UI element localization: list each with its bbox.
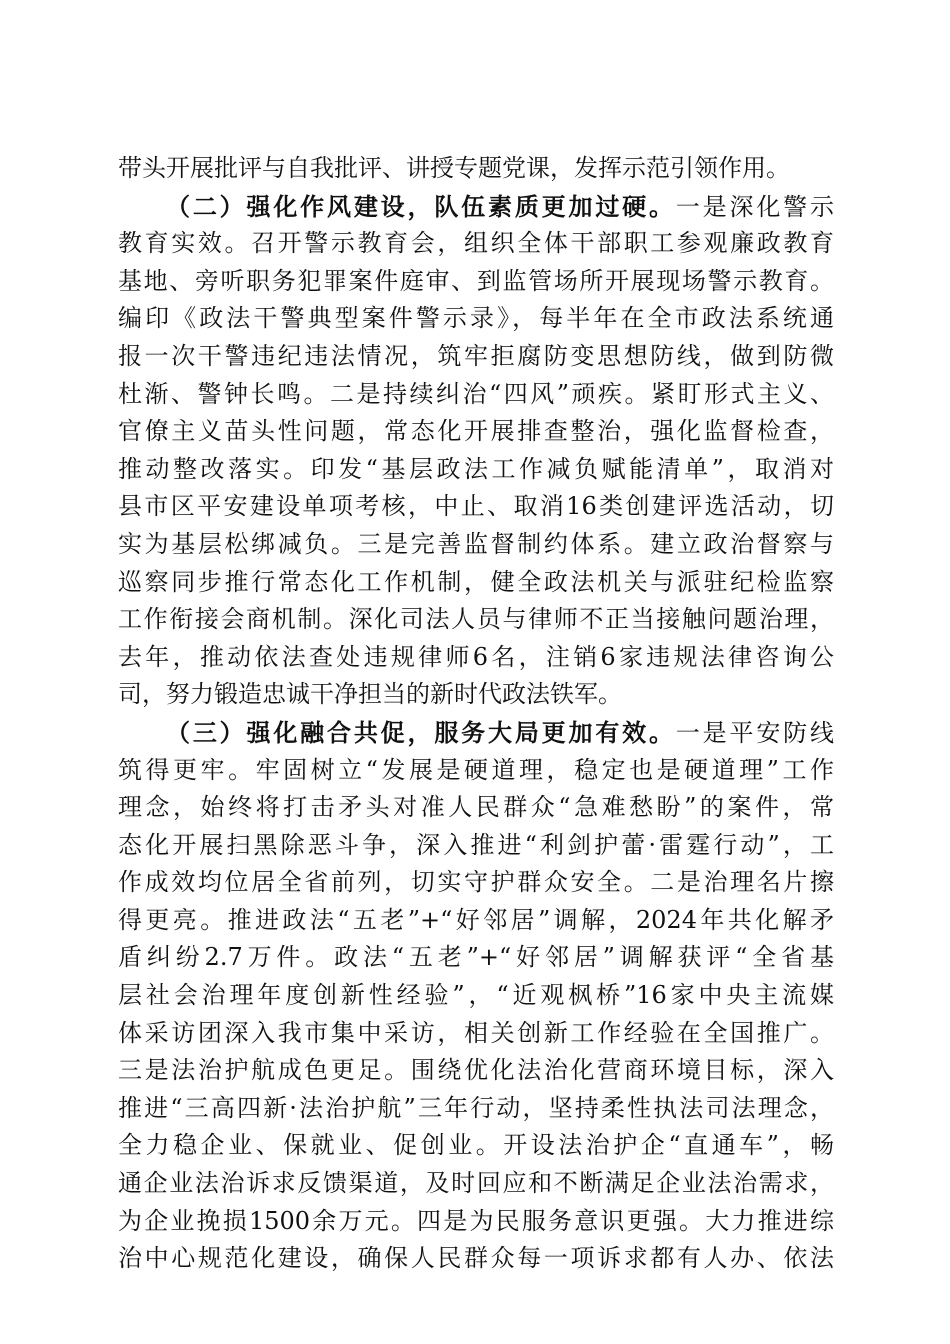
line-text: 报一次干警违纪违法情况，筑牢拒腐防变思想防线，做到防微 bbox=[118, 341, 834, 370]
line-text: 基地、旁听职务犯罪案件庭审、到监管场所开展现场警示教育。 bbox=[118, 266, 834, 295]
line-text: 作成效均位居全省前列，切实守护群众安全。二是治理名片擦 bbox=[118, 868, 834, 897]
line-text: 县市区平安建设单项考核，中止、取消16类创建评选活动，切 bbox=[118, 492, 834, 521]
section-heading-line bbox=[118, 714, 834, 752]
line-text: 去年，推动依法查处违规律师6名，注销6家违规法律咨询公 bbox=[118, 642, 834, 671]
text-line bbox=[118, 1240, 834, 1278]
text-line bbox=[118, 939, 834, 977]
line-text: 实为基层松绑减负。三是完善监督制约体系。建立政治督察与 bbox=[118, 529, 834, 558]
line-text: 带头开展批评与自我批评、讲授专题党课，发挥示范引领作用。 bbox=[118, 154, 790, 182]
text-line bbox=[118, 752, 834, 790]
line-text: 推动整改落实。印发“基层政法工作减负赋能清单”，取消对 bbox=[118, 454, 834, 483]
text-line bbox=[118, 413, 834, 451]
section-heading: （二）强化作风建设，队伍素质更加过硬。 bbox=[166, 191, 676, 221]
text-line bbox=[118, 1052, 834, 1090]
line-text: 杜渐、警钟长鸣。二是持续纠治“四风”顽疾。紧盯形式主义、 bbox=[118, 379, 834, 408]
section-heading-line bbox=[118, 188, 834, 226]
text-line bbox=[118, 827, 834, 865]
line-text: 全力稳企业、保就业、促创业。开设法治护企“直通车”，畅 bbox=[118, 1131, 834, 1160]
line-text: 得更亮。推进政法“五老”+“好邻居”调解，2024年共化解矛 bbox=[118, 905, 834, 934]
line-text: 态化开展扫黑除恶斗争，深入推进“利剑护蕾·雷霆行动”，工 bbox=[118, 830, 834, 859]
text-line bbox=[118, 977, 834, 1015]
text-line bbox=[118, 1015, 834, 1053]
text-line bbox=[118, 451, 834, 489]
text-line bbox=[118, 601, 834, 639]
line-text: 为企业挽损1500余万元。四是为民服务意识更强。大力推进综 bbox=[118, 1206, 834, 1235]
text-line bbox=[118, 526, 834, 564]
text-line bbox=[118, 338, 834, 376]
line-text: 巡察同步推行常态化工作机制，健全政法机关与派驻纪检监察 bbox=[118, 567, 834, 596]
text-line bbox=[118, 376, 834, 414]
line-text: 理念，始终将打击矛头对准人民群众“急难愁盼”的案件，常 bbox=[118, 793, 834, 822]
text-line bbox=[118, 225, 834, 263]
text-line bbox=[118, 1203, 834, 1241]
line-text: 层社会治理年度创新性经验”，“近观枫桥”16家中央主流媒 bbox=[118, 981, 834, 1010]
text-line bbox=[118, 676, 834, 714]
section-heading: （三）强化融合共促，服务大局更加有效。 bbox=[166, 717, 676, 747]
text-line bbox=[118, 1165, 834, 1203]
text-line bbox=[118, 564, 834, 602]
line-text: 通企业法治诉求反馈渠道，及时回应和不断满足企业法治需求， bbox=[118, 1169, 834, 1198]
line-text: 司，努力锻造忠诚干净担当的新时代政法铁军。 bbox=[118, 680, 622, 709]
line-text: 体采访团深入我市集中采访，相关创新工作经验在全国推广。 bbox=[118, 1018, 834, 1047]
text-line bbox=[118, 1127, 834, 1165]
line-text: 一是平安防线 bbox=[675, 718, 834, 747]
line-text: 盾纠纷2.7万件。政法“五老”+“好邻居”调解获评“全省基 bbox=[118, 943, 834, 972]
text-line bbox=[118, 1090, 834, 1128]
line-text: 官僚主义苗头性问题，常态化开展排查整治，强化监督检查， bbox=[118, 417, 834, 446]
text-line bbox=[118, 150, 834, 188]
text-line bbox=[118, 789, 834, 827]
line-text: 工作衔接会商机制。深化司法人员与律师不正当接触问题治理， bbox=[118, 605, 834, 634]
line-text: 教育实效。召开警示教育会，组织全体干部职工参观廉政教育 bbox=[118, 229, 834, 258]
line-text: 编印《政法干警典型案件警示录》，每半年在全市政法系统通 bbox=[118, 304, 834, 333]
text-line bbox=[118, 263, 834, 301]
text-line bbox=[118, 639, 834, 677]
line-text: 筑得更牢。牢固树立“发展是硬道理，稳定也是硬道理”工作 bbox=[118, 755, 834, 784]
line-text: 三是法治护航成色更足。围绕优化法治化营商环境目标，深入 bbox=[118, 1056, 834, 1085]
text-line bbox=[118, 864, 834, 902]
line-text: 治中心规范化建设，确保人民群众每一项诉求都有人办、依法 bbox=[118, 1244, 834, 1273]
line-text: 一是深化警示 bbox=[675, 192, 834, 221]
text-line bbox=[118, 902, 834, 940]
text-line bbox=[118, 488, 834, 526]
line-text: 推进“三高四新·法治护航”三年行动，坚持柔性执法司法理念， bbox=[118, 1093, 834, 1122]
text-line bbox=[118, 300, 834, 338]
document-body bbox=[118, 150, 834, 1278]
